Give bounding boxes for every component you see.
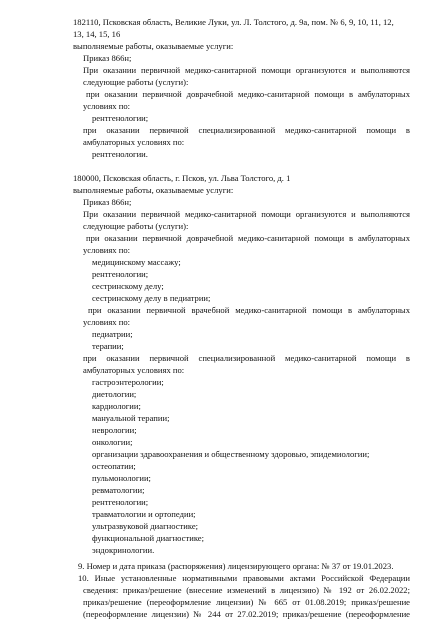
service-item: диетологии;: [92, 389, 137, 399]
address-velikie-luki-line1: 182110, Псковская область, Великие Луки, ул. Л. Толстого, д. 9а, пом. № 6, 9, 10, 11, 12,: [73, 17, 394, 27]
service-item: пульмонологии;: [92, 473, 151, 483]
service-item: педиатрии;: [92, 329, 133, 339]
specialized-care-line2: амбулаторных условиях по:: [83, 137, 185, 147]
service-item: сестринскому делу в педиатрии;: [92, 293, 211, 303]
primary-care-line1: При оказании первичной медико-санитарной помощи организуются и выполняются: [83, 209, 410, 219]
physician-care-line2: условиях по:: [83, 317, 131, 327]
service-item: организации здравоохранения и общественному здоровью, эпидемиологии;: [92, 449, 370, 459]
service-item: ультразвуковой диагностике;: [92, 521, 199, 531]
address-velikie-luki-line2: 13, 14, 15, 16: [73, 29, 121, 39]
service-item: травматологии и ортопедии;: [92, 509, 196, 519]
service-item: рентгенологии.: [92, 149, 148, 159]
service-item: рентгенологии;: [92, 269, 149, 279]
service-item: неврологии;: [92, 425, 137, 435]
primary-care-line1: При оказании первичной медико-санитарной помощи организуются и выполняются: [83, 65, 410, 75]
works-label: выполняемые работы, оказываемые услуги:: [73, 41, 234, 51]
service-item: остеопатии;: [92, 461, 136, 471]
service-item: рентгенологии;: [92, 497, 149, 507]
service-item: кардиологии;: [92, 401, 141, 411]
service-item: ревматологии;: [92, 485, 145, 495]
service-item: медицинскому массажу;: [92, 257, 181, 267]
primary-care-line2: следующие работы (услуги):: [83, 77, 189, 87]
other-info-line1: 10. Иные установленные нормативными правовыми актами Российской Федерации: [78, 573, 410, 583]
service-item: рентгенологии;: [92, 113, 149, 123]
prephysician-care-line1: при оказании первичной доврачебной медико-санитарной помощи в амбулаторных: [86, 89, 410, 99]
order-866n: Приказ 866н;: [83, 197, 132, 207]
service-item: сестринскому делу;: [92, 281, 164, 291]
works-label: выполняемые работы, оказываемые услуги:: [73, 185, 234, 195]
service-item: эндокринологии.: [92, 545, 155, 555]
other-info-line3: приказ/решение (переоформление лицензии) № 665 от 01.08.2019; приказ/решение: [83, 597, 410, 607]
specialized-care-line2: амбулаторных условиях по:: [83, 365, 185, 375]
prephysician-care-line1: при оказании первичной доврачебной медико-санитарной помощи в амбулаторных: [86, 233, 410, 243]
service-item: гастроэнтерологии;: [92, 377, 164, 387]
service-item: мануальной терапии;: [92, 413, 170, 423]
service-item: терапии;: [92, 341, 124, 351]
service-item: функциональной диагностике;: [92, 533, 205, 543]
other-info-line2: сведения: приказ/решение (внесение изменений в лицензию) № 192 от 26.02.2022;: [83, 585, 410, 595]
prephysician-care-line2: условиях по:: [83, 245, 131, 255]
license-order-number: 9. Номер и дата приказа (распоряжения) лицензирующего органа: № 37 от 19.01.2023.: [78, 561, 394, 571]
specialized-care-line1: при оказании первичной специализированной медико-санитарной помощи в: [83, 353, 410, 363]
specialized-care-line1: при оказании первичной специализированной медико-санитарной помощи в: [83, 125, 410, 135]
order-866n: Приказ 866н;: [83, 53, 132, 63]
address-pskov: 180000, Псковская область, г. Псков, ул. Льва Толстого, д. 1: [73, 173, 291, 183]
other-info-line4: (переоформление лицензии) № 244 от 27.02.2019; приказ/решение (переоформление: [83, 609, 410, 619]
service-item: онкологии;: [92, 437, 133, 447]
primary-care-line2: следующие работы (услуги):: [83, 221, 189, 231]
prephysician-care-line2: условиях по:: [83, 101, 131, 111]
physician-care-line1: при оказании первичной врачебной медико-санитарной помощи в амбулаторных: [88, 305, 410, 315]
